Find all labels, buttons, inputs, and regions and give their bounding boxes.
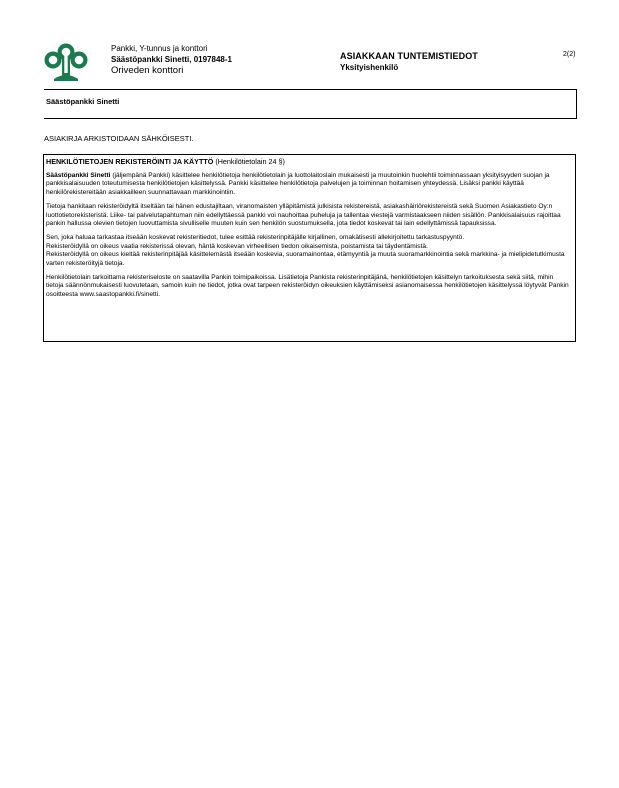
header-right-rule [576,89,577,119]
bank-name: Säästöpankki Sinetti [46,97,120,106]
register-heading [46,158,571,167]
document-subtitle: Yksityishenkilö [340,63,399,72]
register-heading-bold: HENKILÖTIETOJEN REKISTERÖINTI JA KÄYTTÖ [46,157,214,166]
register-paragraph-4: Henkilötietolain tarkoittama rekisteriseloste on saatavilla Pankin toimipaikoissa. Lisätietoja Pankista rekisterinpitäjänä, henkilötietojen käsittelyn tarkoituksesta sekä siitä, mihin tietoja säännönmukaisesti luovutetaan, samoin kuin ne tiedot, jotka ovat tarpeen rekisteröidyn oikeuksien käyttämiseksi asianomaisessa henkilötietojen käsittelyssä löytyvät Pankin osoitteesta www.saastopankki.fi/sinetti. [46,273,569,299]
page-number: 2(2) [563,51,576,58]
document-title-block [340,51,478,72]
issuer-label: Pankki, Y-tunnus ja konttori [111,44,208,53]
header-top-rule [44,89,576,90]
register-paragraph-3-line-2: Rekisteröidyllä on oikeus vaatia rekisterissä olevan, häntä koskevan virheellisen tiedon oikaisemista, poistamista tai täydentämistä. [46,242,428,250]
tree-logo-icon [44,43,88,81]
issuer-bank-id: Säästöpankki Sinetti, 0197848-1 [111,55,232,64]
document-title: ASIAKKAAN TUNTEMISTIEDOT [340,51,478,61]
register-paragraph-1-text: (jäljempänä Pankki) käsittelee henkilötietoja henkilötietolain ja luottolaitoslain mukaisesti ja muutoinkin huolehtii toiminnassaan yksityisyyden suojan ja pankkisalaisuuden toteutumisesta henkilötietojen käsittelyssä. Pankki käsittelee henkilötietoja palvelujen ja toiminnan hoitamisen yhteydessä. Lisäksi pankki käyttää henkilörekistereitään asiakkailleen suunnattavaan markkinointiin. [46,171,550,197]
register-heading-law: (Henkilötietolain 24 §) [213,157,285,166]
register-paragraph-2: Tietoja hankitaan rekisteröidyltä itseltään tai hänen edustajiltaan, viranomaisten ylläpitämistä julkisista rekistereistä, asiakashäiriörekistereistä sekä Suomen Asiakastieto Oy:n luottotietorekisteristä. Liike- tai palvelutapahtuman niin edellyttäessä pankki voi nauhoittaa puheluja ja tallentaa viestejä varmistaakseen niiden sisällön. Pankkisalaisuus rajoittaa pankin hallussa olevien tietojen luovuttamista sivulliselle muuten kuin sen henkilön suostumuksella, jota tiedot koskevat tai lain edellyttämissä tapauksissa. [46,202,561,228]
register-paragraph-3-line-3: Rekisteröidyllä on oikeus kieltää rekisterinpitäjää käsittelemästä itseään koskevia, suoramainontaa, etämyyntiä ja muuta suoramarkkinointia sekä markkina- ja mielipidetutkimusta varten rekisteröityjä tietoja. [46,251,565,268]
register-bank-name: Säästöpankki Sinetti [46,171,111,179]
register-paragraph-3-line-1: Sen, joka haluaa tarkastaa itseään koskevat rekisteritiedot, tulee esittää rekisterinpitäjälle kirjallinen, omakätisesti allekirjoitettu tarkastuspyyntö. [46,233,465,241]
issuer-info [111,43,232,77]
archive-note: ASIAKIRJA ARKISTOIDAAN SÄHKÖISESTI. [44,134,194,143]
header-bottom-rule [44,118,577,119]
register-info-box [43,154,576,342]
issuer-office: Oriveden konttori [111,65,184,76]
register-paragraph-3 [46,234,571,269]
register-paragraph-1 [46,172,571,198]
